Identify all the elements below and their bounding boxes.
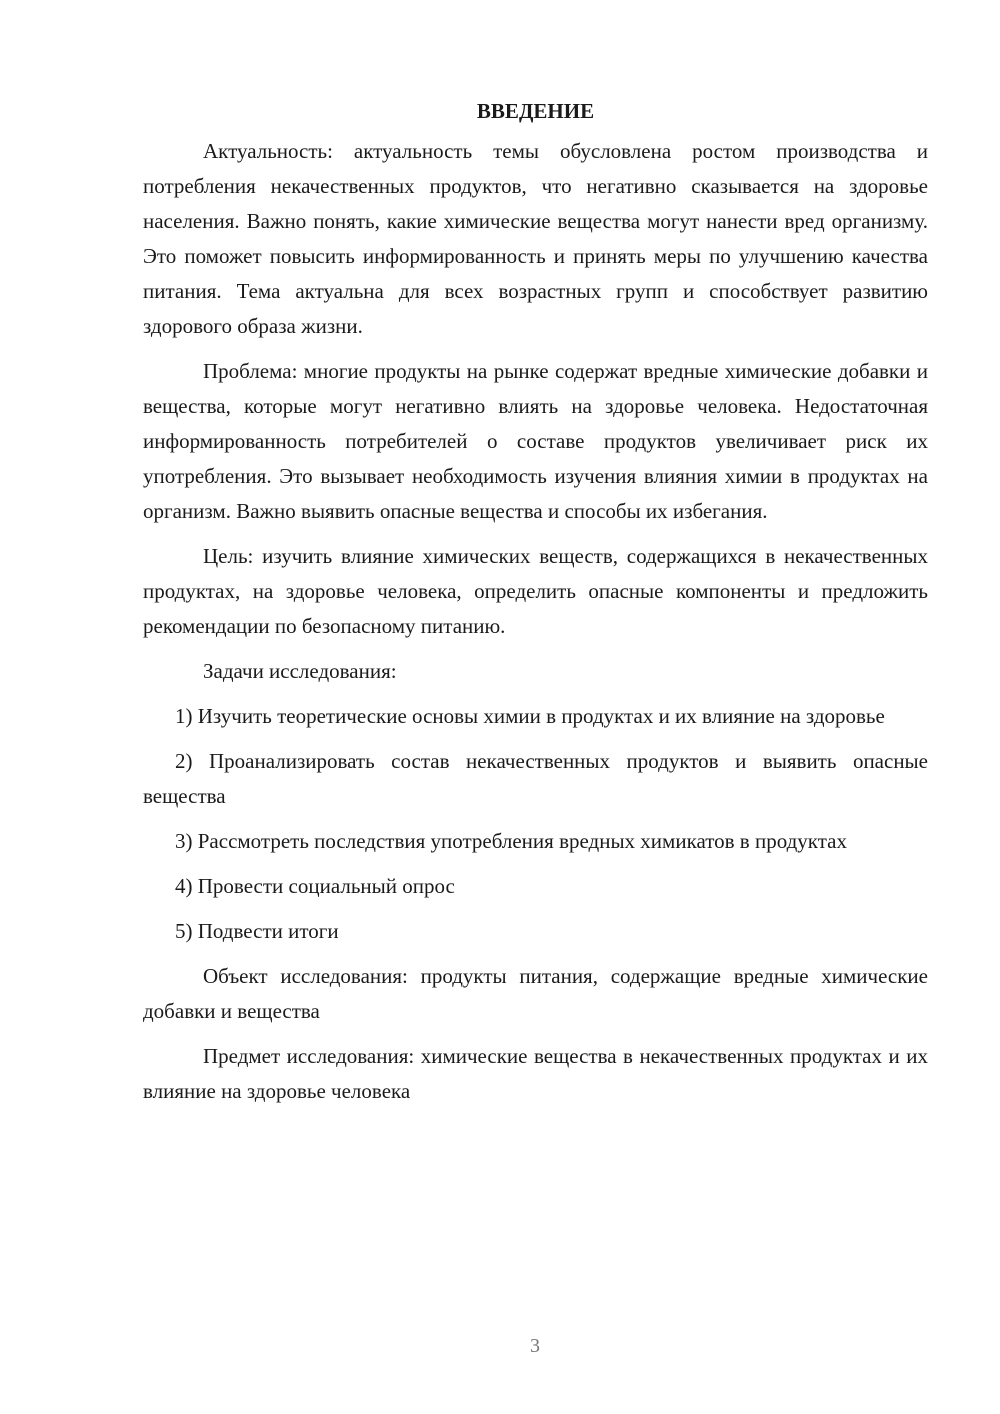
problem-paragraph: Проблема: многие продукты на рынке содержат вредные химические добавки и вещества, которые могут негативно влиять на здоровье человека. Недостаточная информированность потребителей о составе продуктов увеличивает риск их употребления. Это вызывает необходимость изучения влияния химии в продуктах на организм. Важно выявить опасные вещества и способы их избегания. <box>143 359 928 523</box>
tasks-heading: Задачи исследования: <box>203 659 397 683</box>
task-item: 5) Подвести итоги <box>175 919 339 943</box>
object-paragraph: Объект исследования: продукты питания, содержащие вредные химические добавки и вещества <box>143 964 928 1023</box>
goal-paragraph: Цель: изучить влияние химических веществ, содержащихся в некачественных продуктах, на здоровье человека, определить опасные компоненты и предложить рекомендации по безопасному питанию. <box>143 544 928 638</box>
task-item: 2) Проанализировать состав некачественных продуктов и выявить опасные вещества <box>143 749 928 808</box>
page-body <box>143 96 928 1119</box>
page-number: 3 <box>530 1335 540 1357</box>
section-title: ВВЕДЕНИЕ <box>476 99 595 123</box>
task-item: 4) Провести социальный опрос <box>175 874 455 898</box>
task-item: 1) Изучить теоретические основы химии в продуктах и их влияние на здоровье <box>175 704 885 728</box>
relevance-paragraph: Актуальность: актуальность темы обусловлена ростом производства и потребления некачественных продуктов, что негативно сказывается на здоровье населения. Важно понять, какие химические вещества могут нанести вред организму. Это поможет повысить информированность и принять меры по улучшению качества питания. Тема актуальна для всех возрастных групп и способствует развитию здорового образа жизни. <box>143 139 928 338</box>
task-item: 3) Рассмотреть последствия употребления вредных химикатов в продуктах <box>175 829 847 853</box>
subject-paragraph: Предмет исследования: химические вещества в некачественных продуктах и их влияние на здоровье человека <box>143 1044 928 1103</box>
